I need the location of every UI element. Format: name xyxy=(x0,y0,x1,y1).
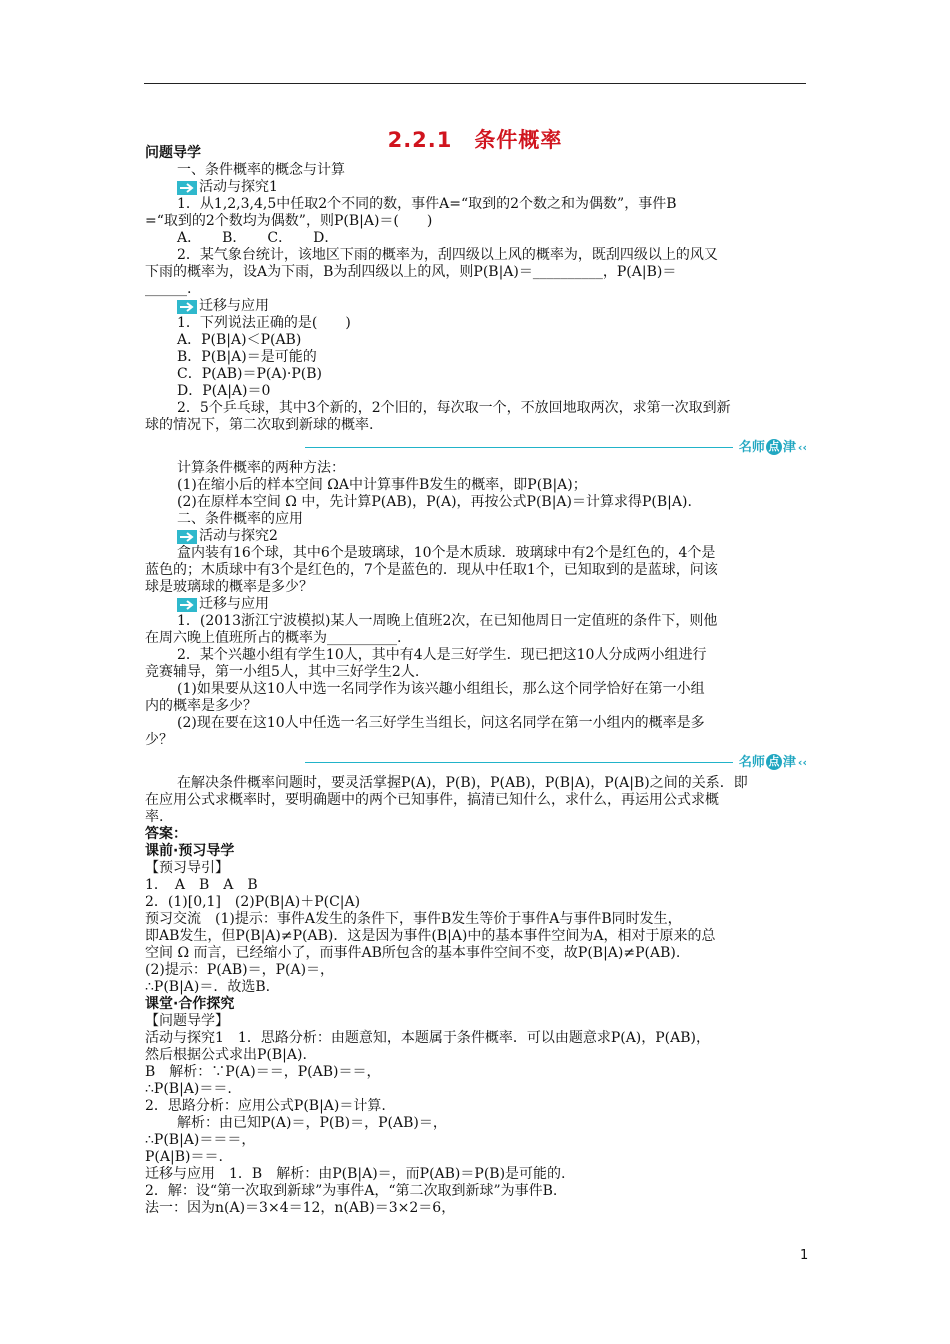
text-line: 盒内装有16个球，其中6个是玻璃球，10个是木质球．玻璃球中有2个是红色的，4个是 xyxy=(177,545,716,561)
text-line: (1)在缩小后的样本空间 ΩA中计算事件B发生的概率，即P(B|A)； xyxy=(177,477,587,493)
text-line: ∴P(B|A)＝＝. xyxy=(145,1081,232,1097)
text-line: 迁移与应用 1．B 解析：由P(B|A)＝，而P(AB)＝P(B)是可能的. xyxy=(145,1166,566,1182)
text-line: 一、条件概率的概念与计算 xyxy=(177,162,345,178)
text-line: 内的概率是多少？ xyxy=(145,698,257,714)
text-line: 2．(1)[0,1] (2)P(B|A)＋P(C|A) xyxy=(145,894,361,910)
document-body xyxy=(145,145,807,1217)
text-line: 1．从1,2,3,4,5中任取2个不同的数，事件A=“取到的2个数之和为偶数”，事件B xyxy=(177,196,677,212)
text-line: (2)现在要在这10人中任选一名三好学生当组长，问这名同学在第一小组内的概率是多 xyxy=(177,715,705,731)
text-line: 即AB发生，但P(B|A)≠P(AB)．这是因为事件(B|A)中的基本事件空间为A，相对于原来的总 xyxy=(145,928,716,944)
text-line: 1．下列说法正确的是( ) xyxy=(177,315,351,331)
text-line: (2)提示：P(AB)＝，P(A)＝， xyxy=(145,962,335,978)
text-line: 1． A B A B xyxy=(145,877,258,893)
text-line: 率. xyxy=(145,809,164,825)
text-line: 空间 Ω 而言，已经缩小了，而事件AB所包含的基本事件空间不变，故P(B|A)≠P(AB). xyxy=(145,945,681,961)
divider-line xyxy=(305,447,733,448)
text-line: P(A|B)＝＝. xyxy=(145,1149,223,1165)
page-number: 1 xyxy=(800,1248,809,1263)
text-line: D．P(A|A)＝0 xyxy=(177,383,271,399)
text-line: 2．某个兴趣小组有学生10人，其中有4人是三好学生．现已把这10人分成两小组进行 xyxy=(177,647,707,663)
text-line: 1．(2013浙江宁波模拟)某人一周晚上值班2次，在已知他周日一定值班的条件下，则他 xyxy=(177,613,718,629)
text-line: 2．5个乒乓球，其中3个新的，2个旧的，每次取一个，不放回地取两次，求第一次取到新 xyxy=(177,400,731,416)
text-line: 预习交流 (1)提示：事件A发生的条件下，事件B发生等价于事件A与事件B同时发生， xyxy=(145,911,682,927)
divider-line xyxy=(305,762,733,763)
bold-heading: 课堂·合作探究 xyxy=(145,996,235,1012)
section-heading-label: 活动与探究2 xyxy=(199,528,278,544)
text-line: 在应用公式求概率时，要明确题中的两个已知事件，搞清已知什么，求什么，再运用公式求概 xyxy=(145,792,719,808)
section-heading-label: 迁移与应用 xyxy=(199,298,269,314)
text-line: 2．思路分析：应用公式P(B|A)＝计算. xyxy=(145,1098,386,1114)
text-line: 2．解：设“第一次取到新球”为事件A，“第二次取到新球”为事件B. xyxy=(145,1183,558,1199)
bold-heading: 问题导学 xyxy=(145,145,201,161)
text-line: C．P(AB)＝P(A)·P(B) xyxy=(177,366,322,382)
text-line: ∴P(B|A)＝．故选B. xyxy=(145,979,271,995)
text-line: 计算条件概率的两种方法： xyxy=(177,460,345,476)
section-heading xyxy=(145,596,807,613)
chevron-left-icon: ‹‹ xyxy=(797,755,807,769)
arrow-right-icon xyxy=(177,300,197,314)
text-line: 球是玻璃球的概率是多少？ xyxy=(145,579,313,595)
badge-circle: 点 xyxy=(766,439,782,455)
text-line: 二、条件概率的应用 xyxy=(177,511,303,527)
text-line: B 解析：∵P(A)＝＝，P(AB)＝＝， xyxy=(145,1064,381,1080)
teacher-tip-badge xyxy=(739,439,807,456)
chevron-left-icon: ‹‹ xyxy=(797,440,807,454)
text-line: 球的情况下，第二次取到新球的概率. xyxy=(145,417,374,433)
text-line: =“取到的2个数均为偶数”，则P(B|A)＝( ) xyxy=(145,213,433,229)
text-line: 然后根据公式求出P(B|A). xyxy=(145,1047,307,1063)
bold-heading: 课前·预习导学 xyxy=(145,843,235,859)
text-line: (2)在原样本空间 Ω 中，先计算P(AB)，P(A)，再按公式P(B|A)＝计算求得P(B|A). xyxy=(177,494,692,510)
text-line: (1)如果要从这10人中选一名同学作为该兴趣小组组长，那么这个同学恰好在第一小组 xyxy=(177,681,705,697)
badge-circle: 点 xyxy=(766,754,782,770)
text-line: 活动与探究1 1．思路分析：由题意知，本题属于条件概率．可以由题意求P(A)，P(AB)， xyxy=(145,1030,711,1046)
section-heading-label: 活动与探究1 xyxy=(199,179,278,195)
teacher-tip-divider xyxy=(145,434,807,460)
text-line: 蓝色的；木质球中有3个是红色的，7个是蓝色的．现从中任取1个，已知取到的是蓝球，问该 xyxy=(145,562,718,578)
text-line: 【预习导引】 xyxy=(145,860,229,876)
text-line: B．P(B|A)＝是可能的 xyxy=(177,349,317,365)
arrow-right-icon xyxy=(177,181,197,195)
section-heading xyxy=(145,179,807,196)
badge-text-right: 津 xyxy=(782,754,796,770)
text-line: 2．某气象台统计，该地区下雨的概率为，刮四级以上风的概率为，既刮四级以上的风又 xyxy=(177,247,718,263)
text-line: A．P(B|A)＜P(AB) xyxy=(177,332,302,348)
badge-text-right: 津 xyxy=(782,439,796,455)
arrow-right-icon xyxy=(177,598,197,612)
text-line: 竞赛辅导，第一小组5人，其中三好学生2人. xyxy=(145,664,420,680)
section-heading-label: 迁移与应用 xyxy=(199,596,269,612)
text-line: A． B． C． D． xyxy=(177,230,339,246)
text-line: ∴P(B|A)＝＝＝， xyxy=(145,1132,256,1148)
text-line: ______. xyxy=(145,281,192,297)
header-rule xyxy=(144,83,806,84)
section-heading xyxy=(145,528,807,545)
text-line: 在解决条件概率问题时，要灵活掌握P(A)，P(B)，P(AB)，P(B|A)，P(A|B)之间的关系．即 xyxy=(177,775,748,791)
text-line: 法一：因为n(A)＝3×4＝12，n(AB)＝3×2＝6， xyxy=(145,1200,456,1216)
text-line: 下雨的概率为，设A为下雨，B为刮四级以上的风，则P(B|A)＝__________，P(A|B)＝ xyxy=(145,264,677,280)
text-line: 解析：由已知P(A)＝，P(B)＝，P(AB)＝， xyxy=(177,1115,447,1131)
badge-text-left: 名师 xyxy=(738,754,765,770)
bold-heading: 答案： xyxy=(145,826,187,842)
arrow-right-icon xyxy=(177,530,197,544)
badge-text-left: 名师 xyxy=(738,439,765,455)
text-line: 【问题导学】 xyxy=(145,1013,229,1029)
teacher-tip-badge xyxy=(739,754,807,771)
text-line: 少？ xyxy=(145,732,173,748)
teacher-tip-divider xyxy=(145,749,807,775)
text-line: 在周六晚上值班所占的概率为__________. xyxy=(145,630,402,646)
page-title: 2.2.1 条件概率 xyxy=(387,128,563,152)
section-heading xyxy=(145,298,807,315)
